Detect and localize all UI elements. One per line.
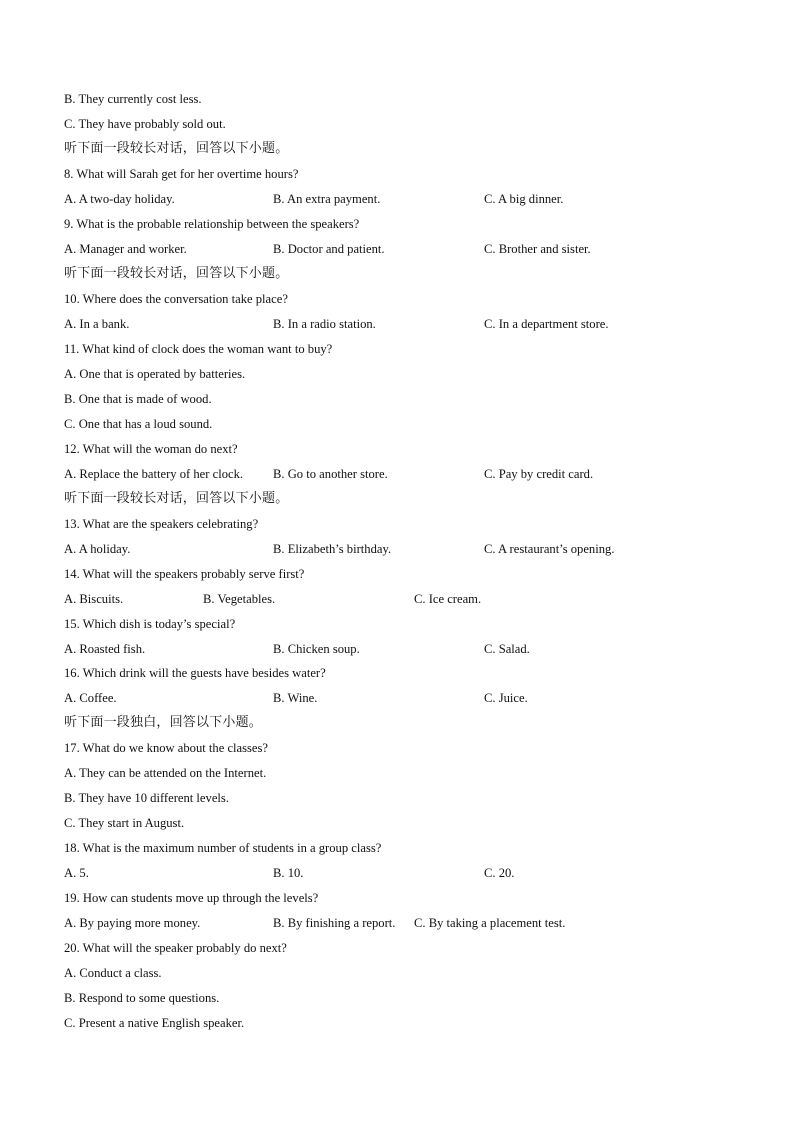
q16-option-c: C. Juice. — [484, 691, 528, 705]
q7-option-c: C. They have probably sold out. — [64, 117, 226, 131]
q16-option-b: B. Wine. — [273, 691, 318, 705]
q8-option-c: C. A big dinner. — [484, 192, 564, 206]
question-13: 13. What are the speakers celebrating? — [64, 517, 259, 531]
question-18: 18. What is the maximum number of students in a group class? — [64, 841, 382, 855]
q9-option-a: A. Manager and worker. — [64, 242, 187, 256]
q13-option-a: A. A holiday. — [64, 542, 131, 556]
q8-option-a: A. A two-day holiday. — [64, 192, 175, 206]
q20-option-a: A. Conduct a class. — [64, 966, 162, 980]
q17-option-a: A. They can be attended on the Internet. — [64, 766, 267, 780]
q12-option-a: A. Replace the battery of her clock. — [64, 467, 244, 481]
section-instruction: 听下面一段较长对话，回答以下小题。 — [64, 141, 289, 156]
q19-option-a: A. By paying more money. — [64, 916, 201, 930]
q15-option-b: B. Chicken soup. — [273, 642, 360, 656]
q18-option-a: A. 5. — [64, 866, 89, 880]
q20-option-c: C. Present a native English speaker. — [64, 1016, 245, 1030]
q10-option-b: B. In a radio station. — [273, 317, 376, 331]
q16-option-a: A. Coffee. — [64, 691, 117, 705]
q9-option-c: C. Brother and sister. — [484, 242, 591, 256]
q11-option-c: C. One that has a loud sound. — [64, 417, 213, 431]
q7-option-b: B. They currently cost less. — [64, 92, 202, 106]
q10-option-c: C. In a department store. — [484, 317, 609, 331]
q15-option-a: A. Roasted fish. — [64, 642, 146, 656]
q17-option-c: C. They start in August. — [64, 816, 185, 830]
q13-option-b: B. Elizabeth’s birthday. — [273, 542, 392, 556]
q18-option-c: C. 20. — [484, 866, 515, 880]
q14-option-b: B. Vegetables. — [203, 592, 276, 606]
q9-option-b: B. Doctor and patient. — [273, 242, 385, 256]
question-10: 10. Where does the conversation take place? — [64, 292, 288, 306]
section-instruction: 听下面一段较长对话，回答以下小题。 — [64, 266, 289, 281]
q13-option-c: C. A restaurant’s opening. — [484, 542, 615, 556]
q19-option-b: B. By finishing a report. — [273, 916, 396, 930]
question-20: 20. What will the speaker probably do next? — [64, 941, 287, 955]
q17-option-b: B. They have 10 different levels. — [64, 791, 229, 805]
q14-option-c: C. Ice cream. — [414, 592, 482, 606]
q11-option-b: B. One that is made of wood. — [64, 392, 212, 406]
question-8: 8. What will Sarah get for her overtime hours? — [64, 167, 299, 181]
question-14: 14. What will the speakers probably serve first? — [64, 567, 305, 581]
section-instruction: 听下面一段独白，回答以下小题。 — [64, 715, 263, 730]
question-11: 11. What kind of clock does the woman want to buy? — [64, 342, 333, 356]
q12-option-b: B. Go to another store. — [273, 467, 388, 481]
question-15: 15. Which dish is today’s special? — [64, 617, 236, 631]
q10-option-a: A. In a bank. — [64, 317, 130, 331]
section-instruction: 听下面一段较长对话，回答以下小题。 — [64, 491, 289, 506]
q8-option-b: B. An extra payment. — [273, 192, 381, 206]
q20-option-b: B. Respond to some questions. — [64, 991, 220, 1005]
q11-option-a: A. One that is operated by batteries. — [64, 367, 246, 381]
q15-option-c: C. Salad. — [484, 642, 530, 656]
q12-option-c: C. Pay by credit card. — [484, 467, 594, 481]
question-16: 16. Which drink will the guests have besides water? — [64, 666, 326, 680]
question-9: 9. What is the probable relationship between the speakers? — [64, 217, 360, 231]
q14-option-a: A. Biscuits. — [64, 592, 124, 606]
question-17: 17. What do we know about the classes? — [64, 741, 269, 755]
question-19: 19. How can students move up through the levels? — [64, 891, 319, 905]
question-12: 12. What will the woman do next? — [64, 442, 238, 456]
q18-option-b: B. 10. — [273, 866, 304, 880]
q19-option-c: C. By taking a placement test. — [414, 916, 566, 930]
